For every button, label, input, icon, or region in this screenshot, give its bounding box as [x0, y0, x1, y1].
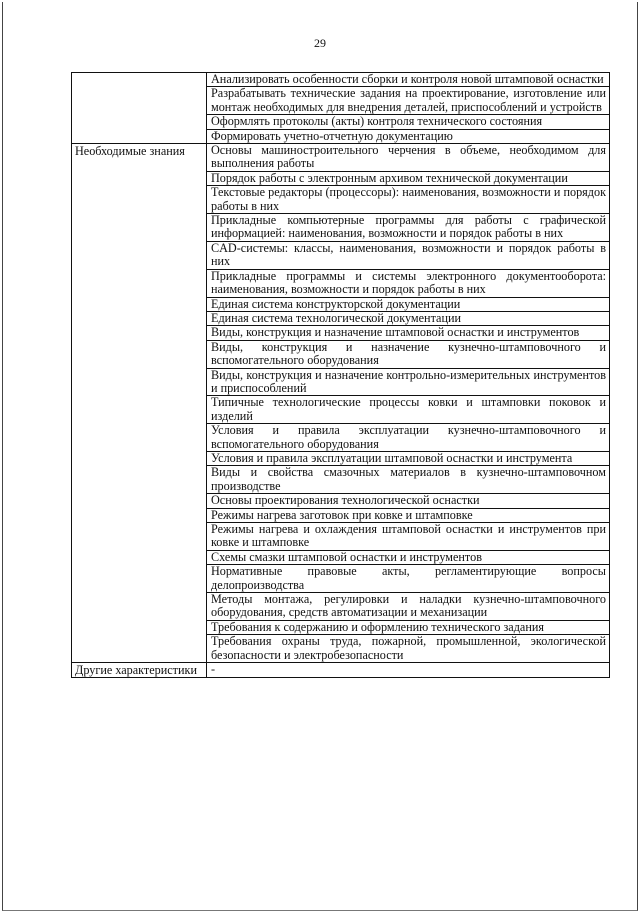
knowledge-item: Единая система технологической документации — [207, 311, 610, 325]
table-row — [72, 73, 610, 87]
knowledge-item: Нормативные правовые акты, регламентирующие вопросы делопроизводства — [207, 565, 610, 593]
table-cell: Оформлять протоколы (акты) контроля технического состояния — [207, 115, 610, 129]
table-cell: Разрабатывать технические задания на проектирование, изготовление или монтаж необходимых для внедрения деталей, приспособлений и устройств — [207, 87, 610, 115]
table-cell: Формировать учетно-отчетную документацию — [207, 129, 610, 143]
requirements-table — [71, 72, 610, 678]
knowledge-item: Режимы нагрева заготовок при ковке и штамповке — [207, 508, 610, 522]
page-number: 29 — [314, 36, 326, 50]
knowledge-item: Основы машиностроительного черчения в объеме, необходимом для выполнения работы — [207, 144, 610, 172]
knowledge-item: Схемы смазки штамповой оснастки и инструментов — [207, 550, 610, 564]
knowledge-item: Порядок работы с электронным архивом технической документации — [207, 171, 610, 185]
knowledge-item: Единая система конструкторской документации — [207, 297, 610, 311]
other-value: - — [207, 663, 610, 678]
knowledge-label: Необходимые знания — [72, 144, 207, 663]
other-label: Другие характеристики — [72, 663, 207, 678]
knowledge-item: Текстовые редакторы (процессоры): наименования, возможности и порядок работы в них — [207, 186, 610, 214]
knowledge-item: Требования к содержанию и оформлению технического задания — [207, 620, 610, 634]
knowledge-item: Требования охраны труда, пожарной, промышленной, экологической безопасности и электробезопасности — [207, 635, 610, 663]
knowledge-item: Виды, конструкция и назначение контрольно-измерительных инструментов и приспособлений — [207, 368, 610, 396]
knowledge-item: Основы проектирования технологической оснастки — [207, 494, 610, 508]
knowledge-item: CAD-системы: классы, наименования, возможности и порядок работы в них — [207, 241, 610, 269]
table-row — [72, 144, 610, 172]
knowledge-item: Виды и свойства смазочных материалов в кузнечно-штамповочном производстве — [207, 466, 610, 494]
label-cell — [72, 73, 207, 144]
table-row — [72, 663, 610, 678]
knowledge-item: Методы монтажа, регулировки и наладки кузнечно-штамповочного оборудования, средств автоматизации и механизации — [207, 593, 610, 621]
knowledge-item: Виды, конструкция и назначение кузнечно-штамповочного и вспомогательного оборудования — [207, 340, 610, 368]
knowledge-item: Прикладные программы и системы электронного документооборота: наименования, возможности и порядок работы в них — [207, 269, 610, 297]
knowledge-item: Прикладные компьютерные программы для работы с графической информацией: наименования, возможности и порядок работы в них — [207, 214, 610, 242]
knowledge-item: Виды, конструкция и назначение штамповой оснастки и инструментов — [207, 326, 610, 340]
knowledge-item: Режимы нагрева и охлаждения штамповой оснастки и инструментов при ковке и штамповке — [207, 523, 610, 551]
table-cell: Анализировать особенности сборки и контроля новой штамповой оснастки — [207, 73, 610, 87]
knowledge-item: Условия и правила эксплуатации штамповой оснастки и инструмента — [207, 451, 610, 465]
knowledge-item: Типичные технологические процессы ковки и штамповки поковок и изделий — [207, 396, 610, 424]
knowledge-item: Условия и правила эксплуатации кузнечно-штамповочного и вспомогательного оборудования — [207, 424, 610, 452]
